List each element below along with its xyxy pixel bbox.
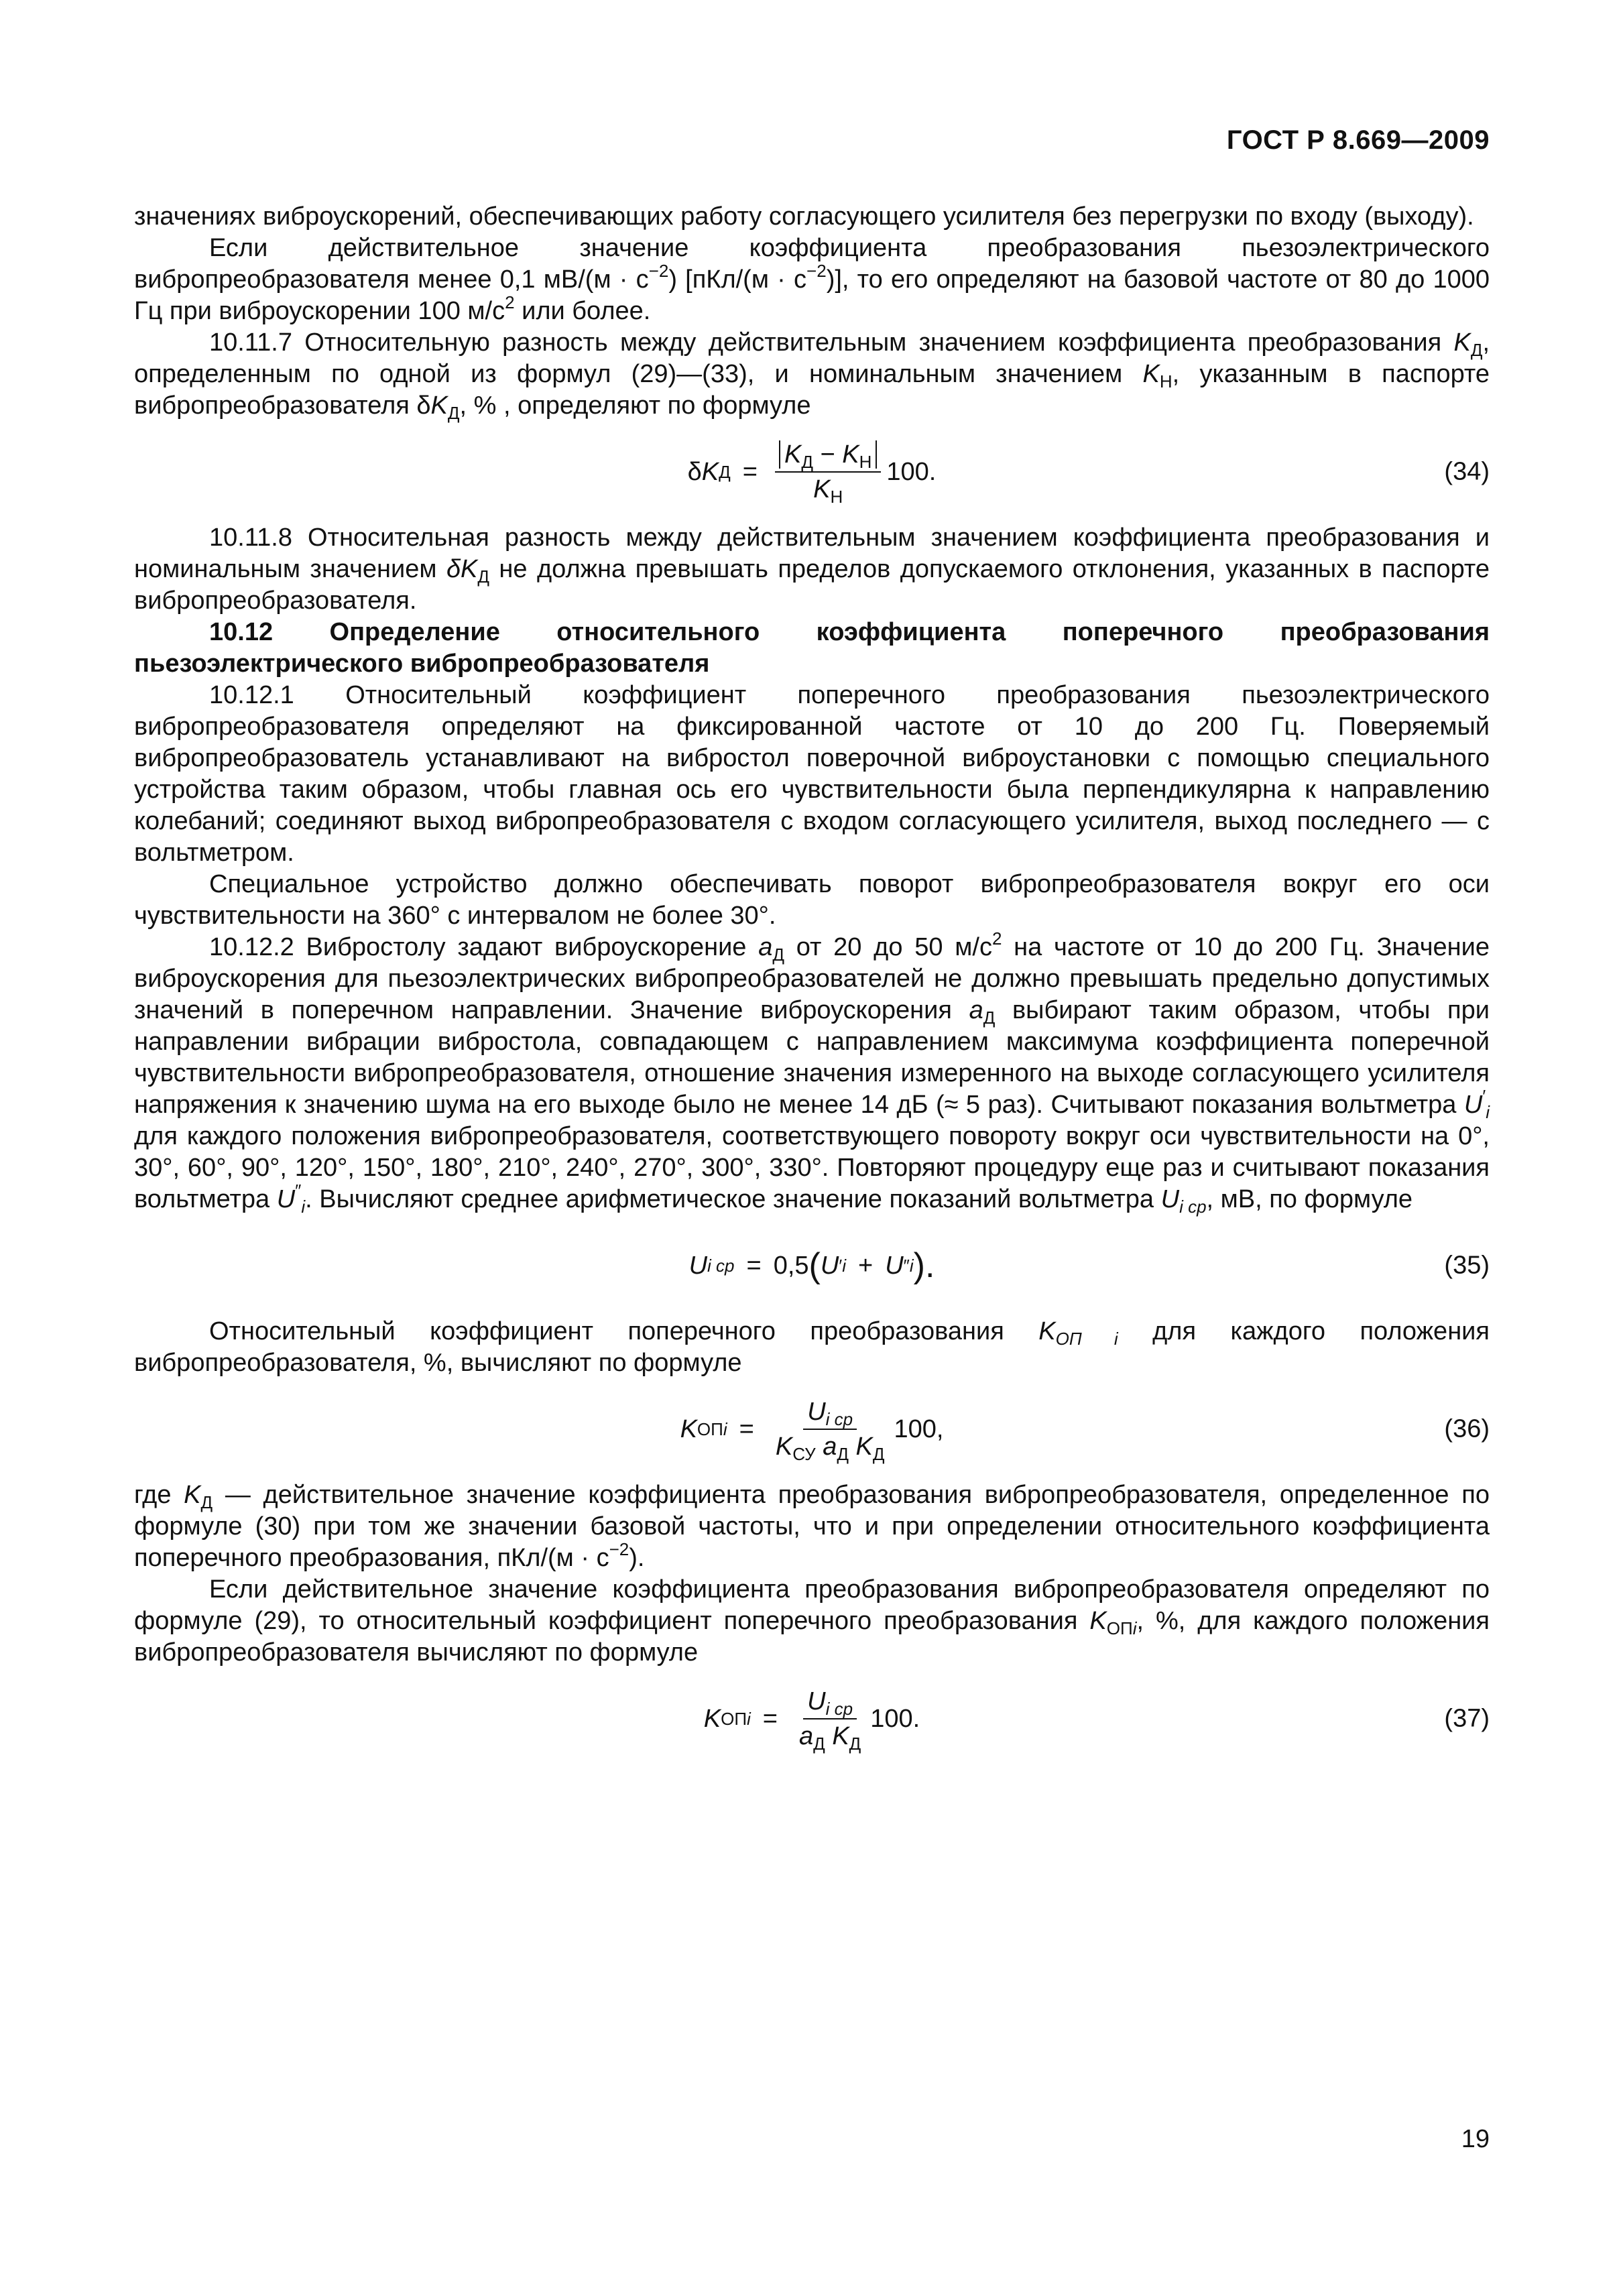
page-number: 19 (1461, 2125, 1490, 2153)
formula-34: δ K Д = $\frac{K_Д - K_Н}{K_Н}$ 100. (34) (687, 440, 1490, 507)
paragraph-rotation-device: Специальное устройство должно обеспечивать поворот вибропреобразователя вокруг его оси чувствительности на 360° с интервалом не более 30°. (134, 870, 1490, 930)
paragraph-10-12-1: 10.12.1 Относительный коэффициент поперечного преобразования пьезоэлектрического вибропреобразователя определяют на фиксированной частоте от 10 до 200 Гц. Поверяемый вибропреобразователь устанавливают на вибростол поверочной виброустановки с помощью специального устройства таким образом, чтобы главная ось его чувствительности была перпендикулярна к направлению колебаний; соединяют выход вибропреобразователя с входом согласующего усилителя, выход последнего — с вольтметром. (134, 681, 1490, 867)
formula-number: (35) (1444, 1251, 1490, 1280)
paragraph-transverse-coefficient: Относительный коэффициент поперечного преобразования $K_{ОП i}$ для каждого положения вибропреобразователя, %, вычисляют по формуле (134, 1317, 1490, 1377)
paragraph-sensitivity-threshold: Если действительное значение коэффициента преобразования пьезоэлектрического вибропреобразователя менее 0,1 $мВ/(м \cdot с^{-2})$ $[пКл/(м \cdot с^{-2})]$, то его определяют на базовой частоте от 80 до 1000 Гц при виброускорении 100 $м/с^2$ или более. (134, 234, 1490, 325)
section-heading-10-12: 10.12 Определение относительного коэффициента поперечного преобразования пьезоэлектрического вибропреобразователя (134, 618, 1490, 678)
formula-35: U i ср = 0,5 ( U ′ i + U ″ i ). (35) (688, 1246, 1490, 1285)
paragraph-continuation: значениях виброускорений, обеспечивающих работу согласующего усилителя без перегрузки по входу (выходу). (134, 202, 1474, 231)
paragraph-formula-29-case: Если действительное значение коэффициента преобразования вибропреобразователя определяют по формуле (29), то относительный коэффициент поперечного преобразования $K_{ОПi}$, %, для каждого положения вибропреобразователя вычисляют по формуле (134, 1575, 1490, 1667)
paragraph-10-11-7: 10.11.7 Относительную разность между действительным значением коэффициента преобразования $K_Д$, определенным по одной из формул (29)—(33), и номинальным значением $K_Н$, указанным в паспорте вибропреобразователя $\delta K_Д$, % , определяют по формуле (134, 328, 1490, 423)
fraction: $\frac{U_{i ср}}{a_Д K_Д}$ (799, 1687, 861, 1754)
paragraph-10-11-8: 10.11.8 Относительная разность между действительным значением коэффициента преобразования и номинальным значением $\delta K_Д$ не должна превышать пределов допускаемого отклонения, указанных в паспорте вибропреобразователя. (134, 524, 1490, 615)
fraction: $\frac{U_{i ср}}{K_{СУ} a_Д K_Д}$ (775, 1398, 885, 1464)
fraction: $\frac{K_Д - K_Н}{K_Н}$ (775, 439, 881, 505)
paragraph-where-clause: где $K_Д$ — действительное значение коэффициента преобразования вибропреобразователя, определенное по формуле (30) при том же значении базовой частоты, что и при определении относительного коэффициента поперечного преобразования, $пКл/(м \cdot с^{-2})$. (134, 1481, 1490, 1572)
document-header: ГОСТ Р 8.669—2009 (1226, 125, 1490, 155)
formula-36: K ОП i = $\frac{U_{i ср}}{K_{СУ} a_Д K_Д}$ 100, (36) (680, 1398, 1490, 1464)
document-body (134, 201, 1490, 1769)
formula-37: K ОП i = $\frac{U_{i ср}}{a_Д K_Д}$ 100. (37) (703, 1687, 1490, 1754)
formula-number: (37) (1444, 1704, 1490, 1733)
paragraph-10-12-2: 10.12.2 Вибростолу задают виброускорение $a_Д$ от 20 до 50 $м/с^2$ на частоте от 10 до 200 Гц. Значение виброускорения для пьезоэлектрических вибропреобразователей не должно превышать предельно допустимых значений в поперечном направлении. Значение виброускорения $a_Д$ выбирают таким образом, чтобы при направлении вибрации вибростола, совпадающем с направлением максимума коэффициента поперечной чувствительности вибропреобразователя, отношение значения измеренного на выходе согласующего усилителя напряжения к значению шума на его выходе было не менее 14 дБ (≈ 5 раз). Считывают показания вольтметра $U'_i$ для каждого положения вибропреобразователя, соответствующего повороту вокруг оси чувствительности на 0°, 30°, 60°, 90°, 120°, 150°, 180°, 210°, 240°, 270°, 300°, 330°. Повторяют процедуру еще раз и считывают показания вольтметра $U''_i$. Вычисляют среднее арифметическое значение показаний вольтметра $U_{i ср}$, мВ, по формуле (134, 928, 1490, 1217)
formula-number: (36) (1444, 1414, 1490, 1443)
formula-number: (34) (1444, 457, 1490, 486)
